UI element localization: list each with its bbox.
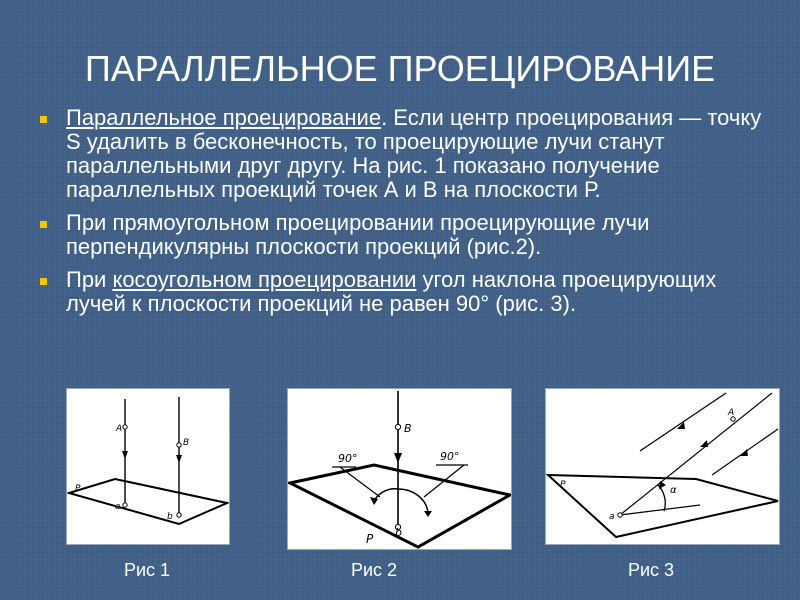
bullet-item-3 [38, 268, 773, 316]
bullet-item-2 [38, 211, 773, 259]
figure-1-drawing [67, 389, 229, 544]
projecting-ray-1 [640, 393, 726, 451]
label-alpha: α [670, 485, 677, 496]
point-b [177, 443, 181, 447]
label-P: P [75, 484, 81, 494]
leader-line-left [340, 467, 380, 497]
label-a: a [115, 502, 121, 512]
right-angle-arc-right [398, 489, 428, 513]
label-b: b [167, 512, 173, 522]
projection-plane [69, 479, 227, 524]
bullet-item-1 [38, 106, 773, 202]
label-angle-left: 90° [338, 452, 358, 465]
figure-3 [545, 388, 780, 545]
slide-title: ПАРАЛЛЕЛЬНОЕ ПРОЕЦИРОВАНИЕ [84, 48, 716, 89]
arrow-icon [659, 481, 666, 489]
point-b [395, 424, 400, 429]
figure-2-drawing [288, 389, 511, 549]
arrow-icon [424, 511, 432, 517]
point-a [123, 425, 127, 429]
figure-2-caption: Рис 2 [351, 560, 398, 580]
figure-3-drawing [546, 389, 779, 544]
projection-point-a [123, 503, 127, 507]
arrow-icon [176, 455, 182, 463]
label-b: b [395, 526, 402, 539]
label-a: a [609, 512, 615, 522]
label-angle-right: 90° [440, 450, 460, 463]
term-oblique-projection: косоугольном проецировании [112, 267, 417, 292]
label-B: B [183, 438, 190, 448]
projecting-ray-2 [620, 393, 772, 515]
arrow-icon [394, 453, 402, 463]
figure-1 [66, 388, 230, 545]
bullet-list [38, 106, 773, 325]
figure-1-caption: Рис 1 [124, 560, 171, 580]
bullet-square-icon [40, 278, 47, 285]
figure-3-caption: Рис 3 [628, 560, 675, 580]
projection-point-a [618, 513, 622, 517]
figure-2 [287, 388, 512, 550]
label-P: P [560, 480, 566, 490]
bullet-square-icon [40, 221, 47, 228]
bullet-square-icon [40, 116, 47, 123]
label-A: A [116, 424, 123, 434]
projection-line [620, 505, 700, 515]
bullet-suffix: угол наклона проецирующих лучей к плоскости проекций не равен 90° (рис. 3). [66, 267, 717, 316]
term-parallel-projection: Параллельное проецирование [66, 105, 382, 130]
arrow-icon [370, 497, 378, 505]
label-P: P [366, 532, 374, 546]
label-A: A [728, 408, 735, 418]
bullet-text: . Если центр проецирования — точку S удалить в бесконечность, то проецирующие лучи станут параллельными друг другу. На рис. 1 показано получение параллельных проекций точек А и В на плоскости Р. [66, 105, 762, 202]
projection-point-b [177, 513, 181, 517]
arrow-icon [700, 440, 708, 447]
label-B: B [404, 422, 412, 435]
arrow-icon [740, 449, 748, 456]
bullet-prefix: При [66, 267, 113, 292]
leader-line-right [424, 465, 464, 497]
arrow-icon [122, 451, 128, 459]
bullet-text: При прямоугольном проецировании проецирующие лучи перпендикулярны плоскости проекций (рис.2). [66, 210, 650, 259]
